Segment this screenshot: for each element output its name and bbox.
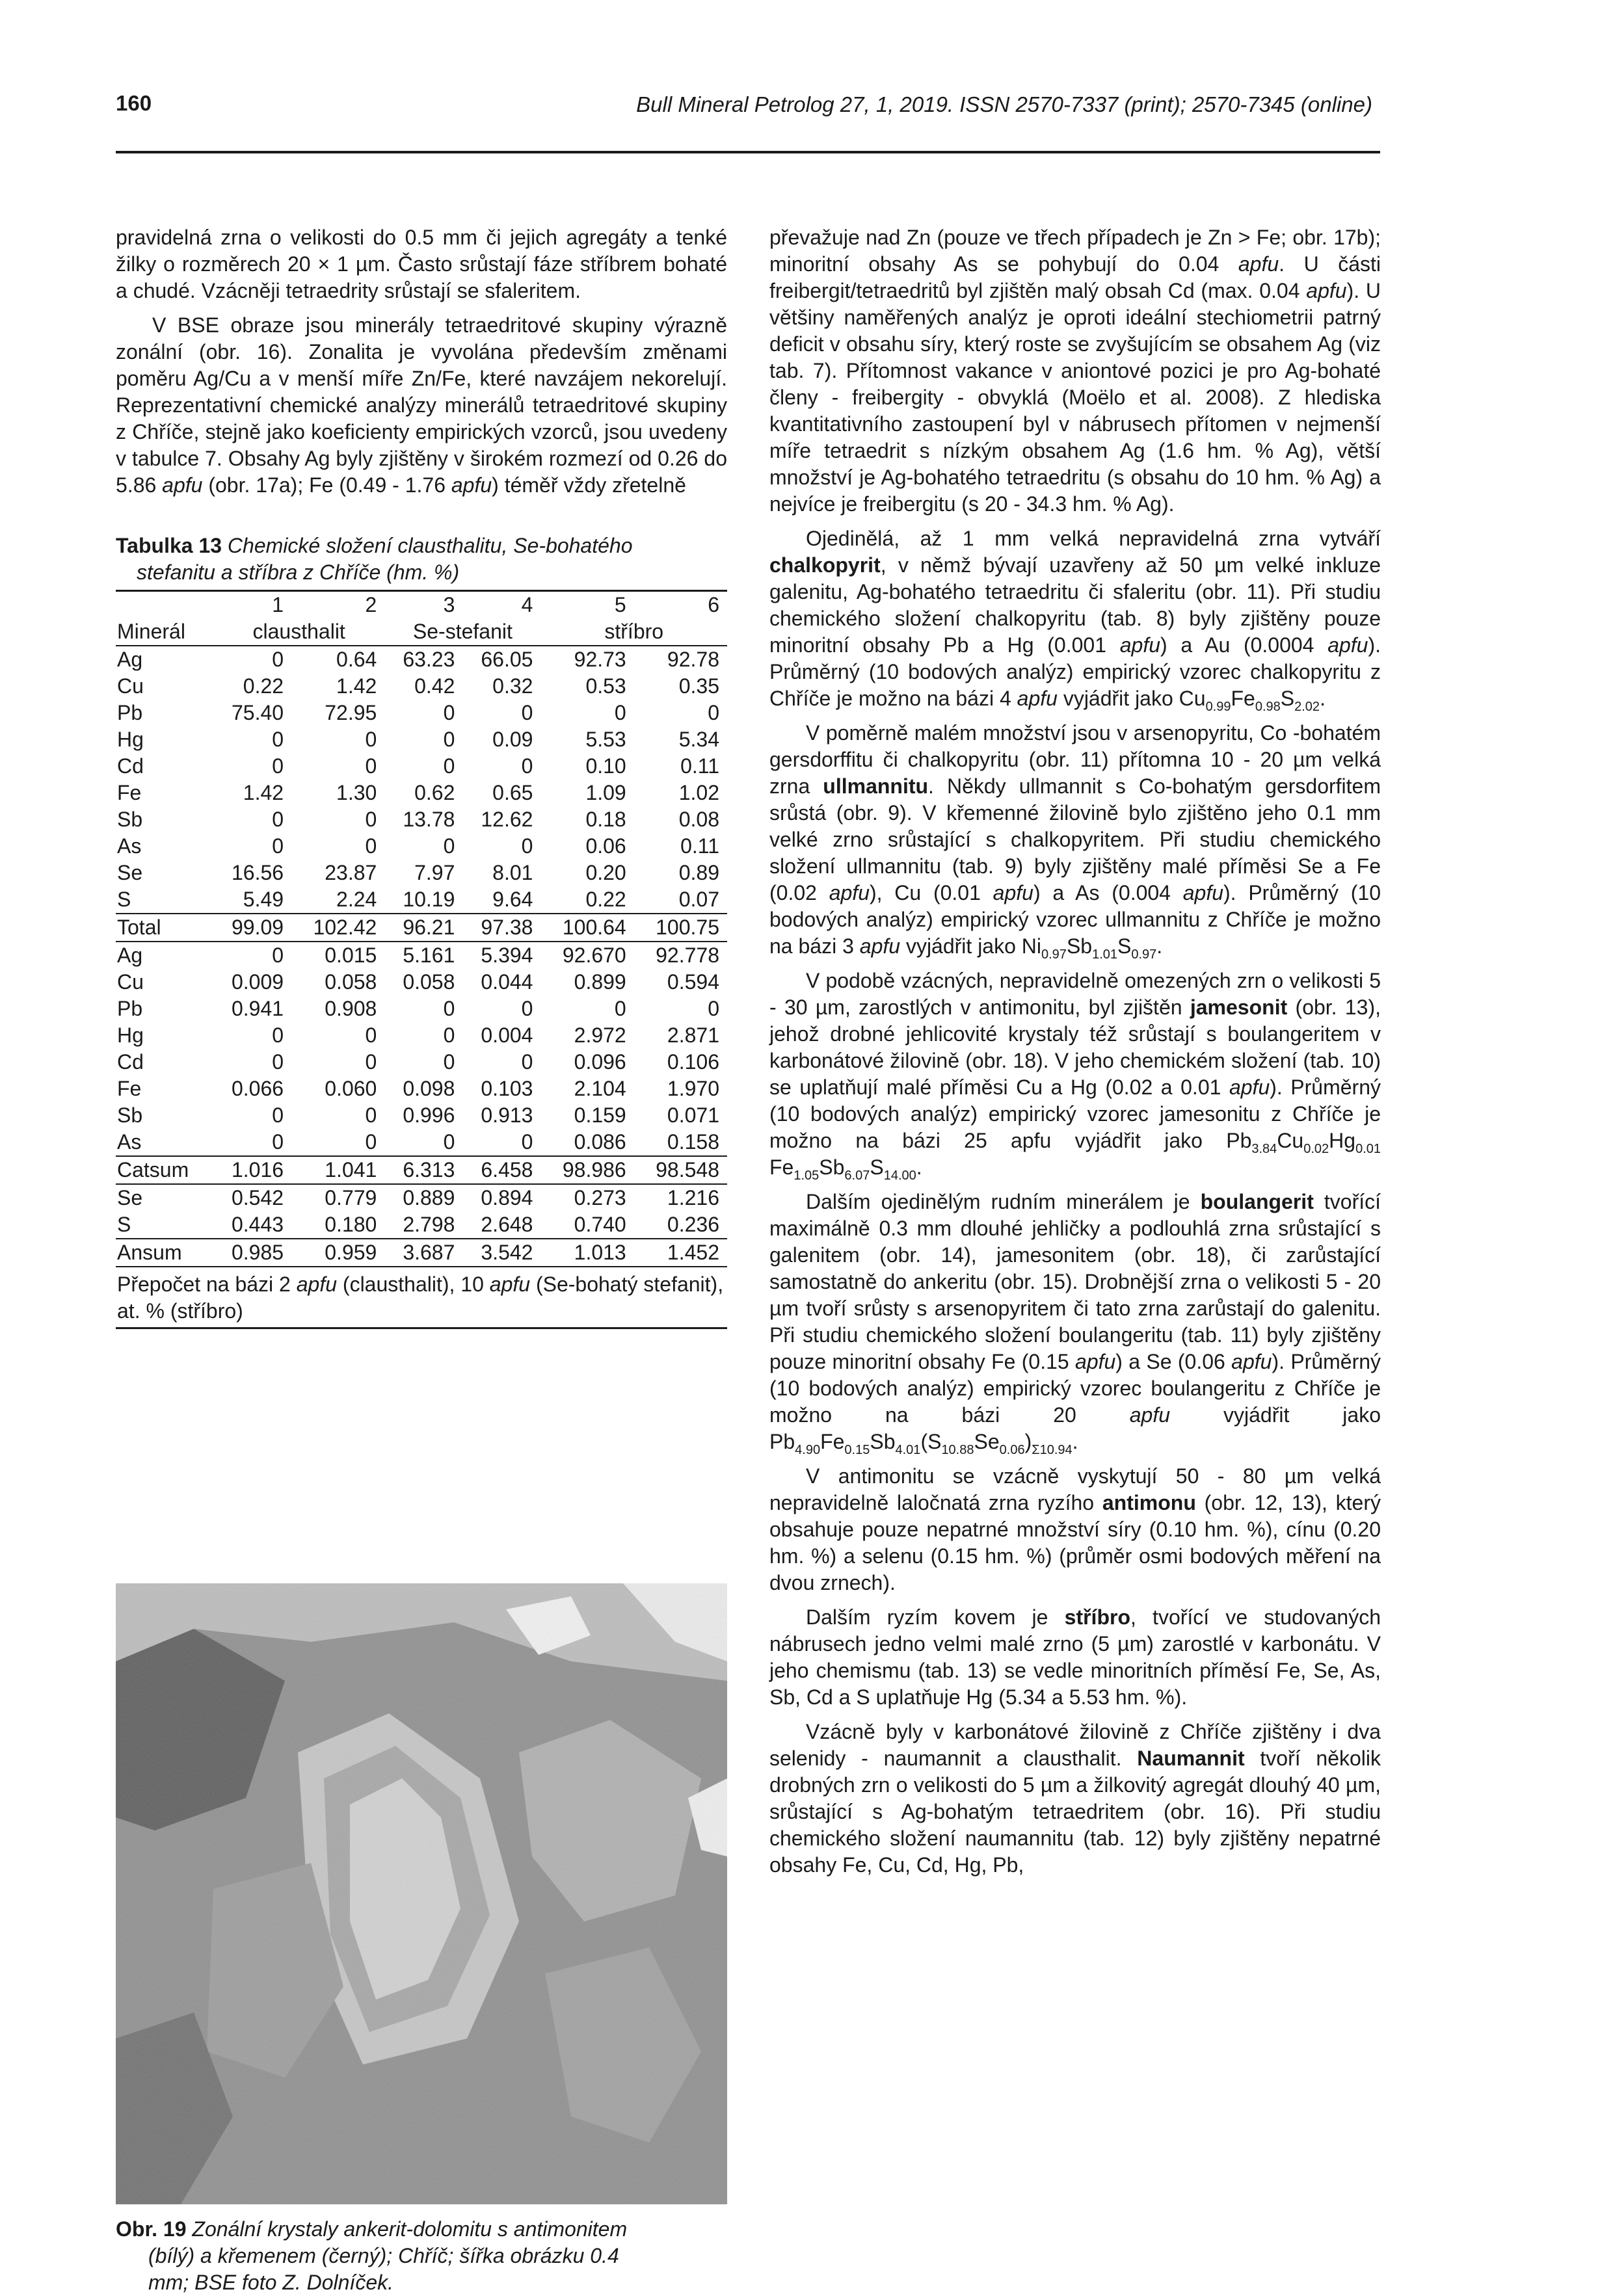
table-row: Fe 1.42 1.30 0.62 0.65 1.09 1.02 xyxy=(117,781,719,804)
table-row: Sb 0 0 0.996 0.913 0.159 0.071 xyxy=(117,1103,719,1127)
table-row: Cd 0 0 0 0 0.10 0.11 xyxy=(117,754,719,778)
table-13-note: Přepočet na bázi 2 apfu (clausthalit), 10 apfu (Se-bohatý stefanit), at. % (stříbro) xyxy=(116,1266,727,1329)
header-rule xyxy=(116,151,1380,153)
table-row: Cu 0.009 0.058 0.058 0.044 0.899 0.594 xyxy=(117,970,719,994)
table-row: Se 16.56 23.87 7.97 8.01 0.20 0.89 xyxy=(117,861,719,884)
table-13 xyxy=(116,590,727,1266)
figure-19-caption: Obr. 19 Zonální krystaly ankerit-dolomitu s antimonitem (bílý) a křemenem (černý); Chříč; šířka obrázku 0.4 mm; BSE foto Z. Dolníček. xyxy=(116,2217,628,2294)
page-header xyxy=(116,91,1380,156)
right-paragraph-boulangerit: Dalším ojedinělým rudním minerálem je boulangerit tvořící maximálně 0.3 mm dlouhé jehličky a podlouhlá zrna srůstající s galenitem (obr. 14), jamesonitem (obr. 18), či zarůstající samostatně do ankeritu (obr. 15). Drobnější zrna o velikosti 5 - 20 µm tvoří srůsty s arsenopyritem či tato zrna zarůstají do galenitu. Při studiu chemického složení boulangeritu (tab. 11) byly zjištěny pouze minoritní obsahy Fe (0.15 apfu) a Se (0.06 apfu). Průměrný (10 bodových analýz) empirický vzorec boulangeritu z Chříče je možno na bázi 20 apfu vyjádřit jako $Pb_{4.90}Fe_{0.15}Sb_{4.01}(S_{10.88}Se_{0.06})_{\Sigma 10.94}$. xyxy=(769,1190,1381,1457)
table-13-caption: Tabulka 13 Chemické složení clausthalitu, Se-bohatého stefanitu a stříbra z Chříče (hm. %) xyxy=(116,534,633,584)
journal-citation: Bull Mineral Petrolog 27, 1, 2019. ISSN 2570-7337 (print); 2570-7345 (online) xyxy=(636,92,1372,116)
left-column xyxy=(116,224,727,1329)
table-row: Catsum 1.016 1.041 6.313 6.458 98.986 98.548 xyxy=(116,1156,727,1184)
table-row: Se 0.542 0.779 0.889 0.894 0.273 1.216 xyxy=(116,1184,727,1211)
table-row: Ag 0 0.64 63.23 66.05 92.73 92.78 xyxy=(117,648,719,671)
table-row: Hg 0 0 0 0.09 5.53 5.34 xyxy=(117,728,719,751)
right-paragraph-antimon: V antimonitu se vzácně vyskytují 50 - 80 µm velká nepravidelně laločnatá zrna ryzího antimonu (obr. 12, 13), který obsahuje pouze nepatrné množství síry (0.10 hm. %), cínu (0.20 hm. %) a selenu (0.15 hm. %) (průměr osmi bodových měření na dvou zrnech). xyxy=(769,1464,1381,1594)
table-row: Ag 0 0.015 5.161 5.394 92.670 92.778 xyxy=(116,942,727,969)
right-paragraph-stribro: Dalším ryzím kovem je stříbro, tvořící ve studovaných nábrusech jedno velmi malé zrno (5 µm) zarostlé v karbonátu. V jeho chemismu (tab. 13) se vedle minoritních příměsí Fe, Se, As, Sb, Cd a S uplatňuje Hg (5.34 a 5.53 hm. %). xyxy=(769,1605,1381,1709)
table-row: Total 99.09 102.42 96.21 97.38 100.64 100.75 xyxy=(116,914,727,942)
table-row: Pb 75.40 72.95 0 0 0 0 xyxy=(117,701,719,724)
table-row: Pb 0.941 0.908 0 0 0 0 xyxy=(117,997,719,1020)
table-row: S 0.443 0.180 2.798 2.648 0.740 0.236 xyxy=(117,1213,719,1236)
table-row: As 0 0 0 0 0.086 0.158 xyxy=(117,1130,719,1154)
table-row: Fe 0.066 0.060 0.098 0.103 2.104 1.970 xyxy=(117,1077,719,1100)
table-row: Cd 0 0 0 0 0.096 0.106 xyxy=(117,1050,719,1074)
table-row: As 0 0 0 0 0.06 0.11 xyxy=(117,834,719,858)
table-row: Cu 0.22 1.42 0.42 0.32 0.53 0.35 xyxy=(117,674,719,698)
right-column xyxy=(769,224,1381,1886)
table-13-col-numbers: 1 2 3 4 5 6 xyxy=(116,591,727,619)
right-paragraph-jamesonit: V podobě vzácných, nepravidelně omezených zrn o velikosti 5 - 30 µm, zarostlých v antimonitu, byl zjištěn jamesonit (obr. 13), jehož drobné jehlicovité krystaly též srůstají s boulangeritem v karbonátové žilovině (obr. 18). V jeho chemickém složení (tab. 10) se uplatňují malé příměsi Cu a Hg (0.02 a 0.01 apfu). Průměrný (10 bodových analýz) empirický vzorec jamesonitu z Chříče je možno na bázi 25 apfu vyjádřit jako $Pb_{3.84}Cu_{0.02}Hg_{0.01}$ $Fe_{1.05}Sb_{6.07}S_{14.00}$. xyxy=(769,969,1381,1183)
right-paragraph-selenidy: Vzácně byly v karbonátové žilovině z Chříče zjištěny i dva selenidy - naumannit a clausthalit. Naumannit tvoří několik drobných zrn o velikosti do 5 µm a žilkovitý agregát dlouhý 40 µm, srůstající s Ag-bohatým tetraedritem (obr. 16). Při studiu chemického složení naumannitu (tab. 12) byly zjištěny nepatrné obsahy Fe, Cu, Cd, Hg, Pb, xyxy=(769,1720,1381,1877)
table-row: Ansum 0.985 0.959 3.687 3.542 1.013 1.452 xyxy=(116,1239,727,1266)
table-row: Hg 0 0 0 0.004 2.972 2.871 xyxy=(117,1023,719,1047)
right-paragraph-chalkopyrit: Ojedinělá, až 1 mm velká nepravidelná zrna vytváří chalkopyrit, v němž bývají uzavřeny až 50 µm velké inkluze galenitu, Ag-bohatého tetraedritu či sfaleritu (obr. 11). Při studiu chemického složení chalkopyritu (tab. 8) byly zjištěny pouze minoritní obsahy Pb a Hg (0.001 apfu) a Au (0.0004 apfu). Průměrný (10 bodových analýz) empirický vzorec chalkopyritu z Chříče je možno na bázi 4 apfu vyjádřit jako $Cu_{0.99}Fe_{0.98}S_{2.02}$. xyxy=(769,527,1381,714)
table-13-label: Tabulka 13 xyxy=(116,534,222,557)
bse-photo-figure-19 xyxy=(116,1583,727,2204)
figure-19-label: Obr. 19 xyxy=(116,2217,187,2241)
table-row: Sb 0 0 13.78 12.62 0.18 0.08 xyxy=(117,808,719,831)
left-paragraph-1: pravidelná zrna o velikosti do 0.5 mm či jejich agregáty a tenké žilky o rozměrech 20 × 1 µm. Často srůstají fáze stříbrem bohaté a chudé. Vzácněji tetraedrity srůstají se sfaleritem. xyxy=(116,226,727,302)
table-row: S 5.49 2.24 10.19 9.64 0.22 0.07 xyxy=(117,888,719,911)
page-number: 160 xyxy=(116,91,152,115)
table-13-mineral-header: Minerál clausthalit Se-stefanit stříbro xyxy=(116,618,727,646)
right-paragraph-1: převažuje nad Zn (pouze ve třech případech je Zn > Fe; obr. 17b); minoritní obsahy As se pohybují do 0.04 apfu. U části freibergit/tetraedritů byl zjištěn malý obsah Cd (max. 0.04 apfu). U většiny naměřených analýz je oproti ideální stechiometrii patrný deficit v obsahu síry, který roste se zvyšujícím se obsahem Ag (viz tab. 7). Přítomnost vakance v aniontové pozici je pro Ag-bohaté členy - freibergity - obvyklá (Moëlo et al. 2008). Z hlediska kvantitativního zastoupení byl v nábrusech přítomen v nejmenší míře tetraedrit s nízkým obsahem Ag (1.6 hm. % Ag), větší množství je Ag-bohatého tetraedritu (s obsahu do 10 hm. % Ag) a nejvíce je freibergitu (s 20 - 34.3 hm. % Ag). xyxy=(769,226,1381,516)
left-paragraph-2: V BSE obraze jsou minerály tetraedritové skupiny výrazně zonální (obr. 16). Zonalita je vyvolána především změnami poměru Ag/Cu a v menší míře Zn/Fe, které navzájem nekorelují. Reprezentativní chemické analýzy minerálů tetraedritové skupiny z Chříče, stejně jako koeficienty empirických vzorců, jsou uvedeny v tabulce 7. Obsahy Ag byly zjištěny v širokém rozmezí od 0.26 do 5.86 apfu (obr. 17a); Fe (0.49 - 1.76 apfu) téměř vždy zřetelně xyxy=(116,313,727,497)
right-paragraph-ullmannit: V poměrně malém množství jsou v arsenopyritu, Co -bohatém gersdorffitu či chalkopyritu (obr. 11) přítomna 10 - 20 µm velká zrna ullmannitu. Někdy ullmannit s Co-bohatým gersdorfitem srůstá (obr. 9). V křemenné žilovině bylo zjištěno jeho 0.1 mm velké zrno srůstající s chalkopyritem. Při studiu chemického složení ullmannitu (tab. 9) byly zjištěny malé příměsi Se a Fe (0.02 apfu), Cu (0.01 apfu) a As (0.004 apfu). Průměrný (10 bodových analýz) empirický vzorec ullmannitu z Chříče je možno na bázi 3 apfu vyjádřit jako $Ni_{0.97}Sb_{1.01}S_{0.97}$. xyxy=(769,721,1381,962)
